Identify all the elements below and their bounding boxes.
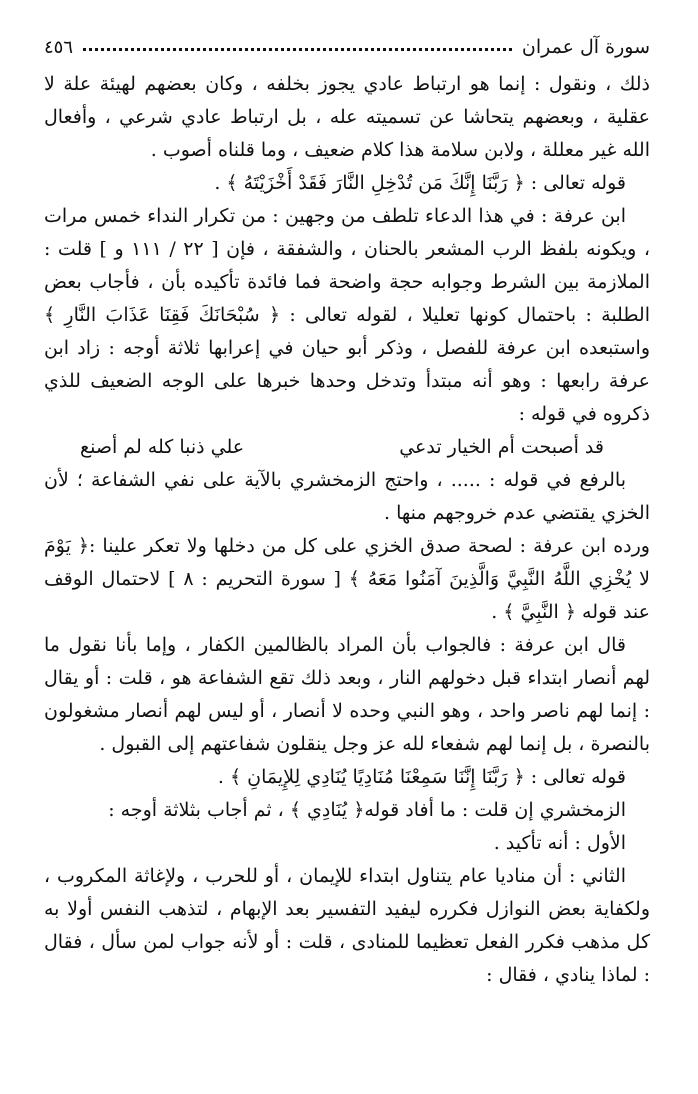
header-dotted-leader xyxy=(83,48,512,51)
poetry-verse xyxy=(44,431,650,464)
paragraph-answer: قال ابن عرفة : فالجواب بأن المراد بالظالمين الكفار ، وإما بأنا نقول ما لهم أنصار ابتداء قبل دخولهم النار ، وبعد ذلك تقع الشفاعة هو ، قلت : أو يقال : إنما لهم ناصر واحد ، وهو النبي وحده لا أنصار ، أو ليس لهم أنصار مشغولون بالنصرة ، بل إنما لهم شفعاء لله عز وجل ينقلون شفاعتهم إلى القبول . xyxy=(44,634,650,755)
paragraph-verse-quote: قوله تعالى : ﴿ رَبَّنَا إِنَّكَ مَن تُدْخِلِ النَّارَ فَقَدْ أَخْزَيْتَهُ ﴾ . xyxy=(214,172,626,194)
paragraph-second-aspect: الثاني : أن مناديا عام يتناول ابتداء للإيمان ، أو للحرب ، ولإغاثة المكروب ، ولكفاية بعض النوازل فكرره ليفيد التفسير بعد الإبهام ، لتذهب النفس أولا به كل مذهب فكرر الفعل تعظيما للمنادى ، قلت : أو لأنه جواب لمن سأل ، فقال : لماذا ينادي ، فقال : xyxy=(44,865,650,986)
paragraph-rebuttal: ورده ابن عرفة : لصحة صدق الخزي على كل من دخلها ولا تعكر علينا :﴿ يَوْمَ لا يُخْزِي اللَّهُ النَّبِيَّ وَالَّذِينَ آمَنُوا مَعَهُ ﴾ [ سورة التحريم : ٨ ] لاحتمال الوقف عند قوله ﴿ النَّبِيَّ ﴾ . xyxy=(44,535,650,623)
paragraph-first-aspect: الأول : أنه تأكيد . xyxy=(493,832,626,854)
page-number: ٤٥٦ xyxy=(44,36,74,58)
paragraph-zamakhshari-question: الزمخشري إن قلت : ما أفاد قوله﴿ يُنَادِي ﴾ ، ثم أجاب بثلاثة أوجه : xyxy=(108,799,626,821)
paragraph-opening: ذلك ، ونقول : إنما هو ارتباط عادي يجوز بخلفه ، وكان بعضهم لهيئة علة لا عقلية ، وبعضهم يتحاشا عن تسميته عله ، بل ارتباط عادي شرعي ، وأفعال الله غير معللة ، ولابن سلامة هذا كلام ضعيف ، وما قلناه أصوب . xyxy=(44,73,650,161)
verse-first-hemistich: قد أصبحت أم الخيار تدعي xyxy=(399,436,604,458)
body-text xyxy=(44,68,650,992)
paragraph-verse-quote-2: قوله تعالى : ﴿ رَبَّنَا إِنَّنَا سَمِعْنَا مُنَادِيًا يُنَادِي لِلإِيمَانِ ﴾ . xyxy=(217,766,626,788)
paragraph-ibn-arafa: ابن عرفة : في هذا الدعاء تلطف من وجهين : من تكرار النداء خمس مرات ، ويكونه بلفظ الرب المشعر بالحنان ، والشفقة ، فإن [ ٢٢ / ١١١ و ] قلت : الملازمة بين الشرط وجوابه حجة واضحة فما فائدة تأكيده بأن ، فأجاب بعض الطلبة : باحتمال كونها تعليلا ، لقوله تعالى : ﴿ سُبْحَانَكَ فَقِنَا عَذَابَ النَّارِ ﴾ واستبعده ابن عرفة للفصل ، وذكر أبو حيان في إعرابها ثلاثة أوجه : زاد ابن عرفة رابعها : وهو أنه مبتدأ وتدخل وحدها خبرها على الوجه الضعيف للذي ذكروه في قوله : xyxy=(44,205,651,425)
paragraph-zamakhshari-argument: بالرفع في قوله : ..... ، واحتج الزمخشري بالآية على نفي الشفاعة ؛ لأن الخزي يقتضي عدم خروجهم منها . xyxy=(44,469,650,524)
verse-second-hemistich: علي ذنبا كله لم أصنع xyxy=(80,436,245,458)
running-head xyxy=(44,30,650,64)
chapter-title: سورة آل عمران xyxy=(521,36,650,58)
